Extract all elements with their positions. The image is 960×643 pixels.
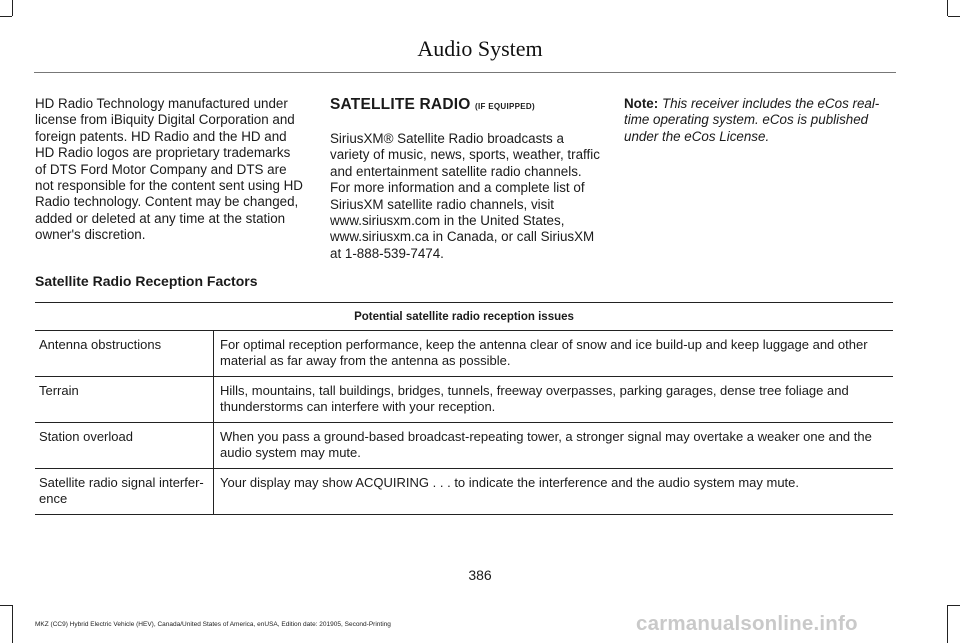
table-row (35, 331, 893, 377)
hd-radio-paragraph: HD Radio Technology manufactured under license from iBiquity Digital Corporation and foreign patents. HD Radio and the HD and HD Radio logos are proprietary trademarks of DTS Ford Motor Company and DTS are not responsible for the content sent using HD Radio technology. Content may be changed, added or deleted at any time at the station owner's discretion. (35, 96, 303, 243)
description-cell: For optimal reception performance, keep the antenna clear of snow and ice build-up and keep luggage and other material as far away from the antenna as possible. (214, 331, 894, 377)
note-label: Note: (624, 96, 659, 111)
page-title: Audio System (417, 36, 543, 61)
issue-cell: Antenna obstructions (35, 331, 214, 377)
satellite-radio-heading (330, 96, 602, 116)
table-row (35, 377, 893, 423)
crop-mark (948, 16, 960, 17)
header-divider (34, 72, 896, 73)
crop-mark (947, 0, 948, 16)
reception-factors-heading: Satellite Radio Reception Factors (35, 273, 258, 289)
note-column (624, 96, 886, 145)
crop-mark (12, 605, 13, 643)
footer-edition-info: MKZ (CC9) Hybrid Electric Vehicle (HEV), Canada/United States of America, enUSA, Edition date: 201905, Second-Printing (35, 621, 391, 628)
page-number: 386 (468, 567, 492, 583)
satellite-radio-heading-sub: (IF EQUIPPED) (475, 102, 535, 111)
description-cell: Hills, mountains, tall buildings, bridges, tunnels, freeway overpasses, parking garages, dense tree foliage and thunderstorms can interfere with your reception. (214, 377, 894, 423)
table-row (35, 469, 893, 515)
crop-mark (12, 0, 13, 16)
issue-cell: Satellite radio signal interfer-ence (35, 469, 214, 515)
table-header-row (35, 303, 893, 331)
description-cell: Your display may show ACQUIRING . . . to indicate the interference and the audio system may mute. (214, 469, 894, 515)
crop-mark (0, 16, 12, 17)
hd-radio-column (35, 96, 305, 244)
table-header: Potential satellite radio reception issues (35, 303, 893, 331)
issue-cell: Terrain (35, 377, 214, 423)
satellite-radio-heading-main: SATELLITE RADIO (330, 96, 471, 113)
crop-mark (947, 605, 948, 643)
note-paragraph (624, 96, 886, 145)
note-text: This receiver includes the eCos real-time operating system. eCos is published under the eCos License. (624, 96, 880, 144)
satellite-radio-column (330, 96, 602, 262)
crop-mark (948, 605, 960, 606)
watermark: carmanualsonline.info (636, 612, 858, 635)
crop-mark (0, 605, 12, 606)
table-row (35, 423, 893, 469)
reception-issues-table (35, 302, 893, 515)
issue-cell: Station overload (35, 423, 214, 469)
description-cell: When you pass a ground-based broadcast-repeating tower, a stronger signal may overtake a weaker one and the audio system may mute. (214, 423, 894, 469)
satellite-radio-paragraph: SiriusXM® Satellite Radio broadcasts a variety of music, news, sports, weather, traffic and entertainment satellite radio channels. For more information and a complete list of SiriusXM satellite radio channels, visit www.siriusxm.com in the United States, www.siriusxm.ca in Canada, or call SiriusXM at 1-888-539-7474. (330, 131, 600, 261)
